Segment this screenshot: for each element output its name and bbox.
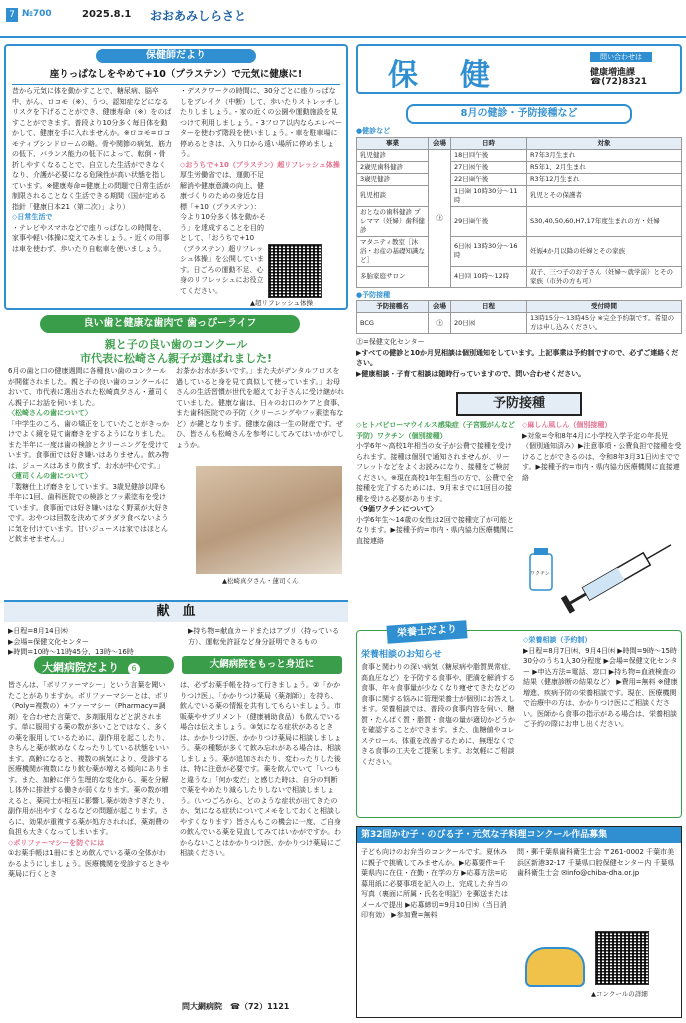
column-left: [12, 86, 172, 308]
nutrition-side-text: ▶日程=8月7日㈭、9月4日㈭ ▶時間=9時～15時30分のうち1人30分程度 ▶会場=保健文化センター ▶申込方法=電話、窓口 ▶持ち物=血液検査の結果（健康診断の結果など） ▶費用=無料 ※健康増進、疾病予防の栄養相談です。現在、医療機関で治療中の方は、かかりつけ医にご相談ください。医師から食事の指示がある場合は、栄養相談ご予約の際にお申し出ください。: [523, 646, 678, 728]
hpv-text2: 小学6年生～14歳の女性は2回で接種完了が可能となります。▶接種予約=市内・県内協力医療機関に直接連絡: [356, 515, 514, 545]
cell: 3歳児健診: [357, 173, 429, 185]
measles-block: [522, 420, 682, 530]
hospital-section: [4, 656, 348, 1016]
teeth-q1: 〈松崎さんの歯について〉: [8, 409, 92, 417]
issue-date: 2025.8.1: [82, 9, 132, 20]
blood-drive: [4, 600, 348, 656]
column-banner: 保健師だより: [96, 49, 256, 63]
vaccination-table: [356, 300, 682, 334]
col-vac-date: 日程: [451, 301, 527, 313]
schedule-section: [356, 104, 682, 378]
blood-title: 献 血: [4, 602, 348, 622]
hpv-subheading: 〈9価ワクチンについて〉: [356, 505, 438, 513]
schedule-banner: 8月の健診・予防接種など: [406, 104, 632, 124]
hospital-title: 大網病院だより: [42, 661, 119, 674]
teeth-banner: 良い歯と健康な歯肉で 歯っぴーライフ: [40, 315, 300, 333]
cell: 乳児健診: [357, 149, 429, 161]
contact-dept: 健康増進課: [590, 68, 636, 78]
cell: 6日㈬ 13時30分～16時: [451, 236, 527, 266]
note-venue: ㊤=保健文化センター: [356, 338, 425, 346]
blood-time: ▶時間=10時～11時45分、13時～16時: [8, 648, 134, 656]
contest-title: 第32回かむ子・のびる子・元気な子料理コンクール作品募集: [357, 827, 681, 843]
cell: BCG: [357, 313, 429, 334]
hospital-contact: 問大網病院 ☎（72）1121: [182, 1002, 290, 1011]
cell: 多胎家庭サロン: [357, 266, 429, 287]
table-row: [357, 236, 682, 266]
teeth-intro: 6月の歯と口の健康週間に各種良い歯のコンクールが開催されました。親と子の良い歯のコンクールにおいて、市代表に選出された松崎真夕さん・蓮司くん親子にお話を伺いました。: [8, 367, 169, 407]
col-vac-venue: 会場: [429, 301, 451, 313]
column-title: 座りっぱなしをやめて+10（プラステン）で元気に健康に!: [12, 66, 340, 85]
table-row: [357, 206, 682, 236]
cell: 乳児相談: [357, 185, 429, 206]
cell: R7年3月生まれ: [527, 149, 682, 161]
hoken-title: 保 健: [388, 58, 496, 93]
cell: マタニティ教室［沐浴・お産の基礎知識など］: [357, 236, 429, 266]
video-heading: ◇おうちで+10（プラステン）超リフレッシュ体操: [180, 160, 340, 169]
cell: S30,40,50,60,H7,17年度生まれの方・妊婦: [527, 206, 682, 236]
cell: おとなの歯科健診 プレママ（妊婦）歯科健診: [357, 206, 429, 236]
table-row: [357, 266, 682, 287]
table-row: [357, 185, 682, 206]
hoken-header: [356, 44, 682, 94]
measles-text: ▶対象=令和8年4月に小学校入学予定の年長児（個別通知済み）▶注意事項・公費負担で接種を受けることができるのは、令和8年3月31日㈫までです。▶接種予約=市内・県内協力医療機関に直接連絡: [522, 431, 682, 482]
cell: 双子、三つ子のお子さん（妊婦～就学前）とその家族（市外の方も可）: [527, 266, 682, 287]
hospital-badge: 6: [128, 663, 140, 675]
schedule-notes: [356, 337, 682, 379]
cell: 2歳児歯科健診: [357, 161, 429, 173]
blood-items: ▶持ち物=献血カードまたはアプリ（持っている方）、運転免許証など身分証明できるもの: [188, 627, 339, 646]
contest-contact: 問・郵千葉県歯科衛生士会 〒261-0002 千葉市美浜区新港32-17 千葉県口腔保健センター内 千葉県歯科衛生士会 ✉info@chiba-dha.or.jp: [517, 848, 675, 877]
hospital-title-bar: [34, 656, 174, 674]
hpv-text: 小学6年～高校1年相当の女子が公費で接種を受けられます。接種は個別で通知されませんが、リーフレットなどをよくお読みになり、接種をご検討ください。※現在高校1年生相当の方で、公費で全接種を完了するためには、9月末までに1回目の接種を受ける必要があります。: [356, 442, 514, 503]
nutrition-banner: 栄養士だより: [386, 620, 467, 644]
issue-number: №700: [22, 9, 52, 19]
column-right-text: ・デスクワークの時間に、30分ごとに座りっぱなしをブレイク（中断）して、歩いたりストレッチしたりしましょう。・家の近くの公園や運動施設を見つけて利用しましょう。・3フロア以内ならエレベーターを使わず階段を使いましょう。・車を駐車場に停めるときは、入り口から遠い場所に停めましょう。: [180, 87, 342, 158]
cell: 13時15分～13時45分 ※完全予約制です。希望の方は申し込みください。: [527, 313, 682, 334]
table-row: [357, 161, 682, 173]
col-vac-time: 受付時間: [527, 301, 682, 313]
note-consult: ▶健康相談・子育て相談は随時行っていますので、問い合わせください。: [356, 369, 586, 378]
note-reservation: ▶すべての健診と10か月児相談は個別通知をしています。上記事業は予約制ですので、必ずご連絡ください。: [356, 348, 679, 367]
hospital-left: [8, 680, 172, 1014]
cell: 4日㈪ 10時～12時: [451, 266, 527, 287]
blood-info: [8, 626, 178, 658]
vial-label: ワクチン: [530, 571, 550, 577]
video-text: 厚生労働省では、運動不足解消や健康意識の向上、健康づくりのための身近な目標「+10（プラステン）：今より10分多く体を動かそう」を達成することを目的として、「おうちで+10（プラステン）超リフレッシュ体操」を公開しています。日ごろの運動不足、心身のリフレッシュにお役立てください。: [180, 171, 266, 295]
teeth-subtitle: 市代表に松崎さん親子が選ばれました!: [79, 352, 272, 365]
nutrition-text: 食事と関わりの深い病気（糖尿病や脂質異常症、高血圧など）を予防する食事や、肥満を解消する食事、年々食事量が少なくなり痩せてきたなどの食事に関する悩みに管理栄養士が個別にお答えします。栄養相談では、普段の食事内容を伺い、糖質・たんぱく質・脂質・食塩の量が適切かどうかを確認することができます。また、血糖値やコレステロール、体重を改善するために、無理なくできる食事の工夫をご提案します。お気軽にご相談ください。: [361, 663, 515, 766]
table-row: [357, 313, 682, 334]
masthead: おおあみしらさと: [150, 9, 247, 23]
cell: 20日㈬: [451, 313, 527, 334]
tips-heading: ◇日常生活で: [12, 213, 53, 221]
cell: 1日㈮ 10時30分～11時: [451, 185, 527, 206]
col-datetime: 日時: [451, 137, 527, 149]
contact-label: 問い合わせは: [590, 52, 652, 62]
contest-qr-caption: ▲コンクールの詳細: [591, 990, 648, 998]
cell: 27日㈬午後: [451, 161, 527, 173]
measles-heading: ◇麻しん風しん（個別接種）: [522, 421, 612, 429]
nutrition-heading: 栄養相談のお知らせ: [361, 650, 442, 660]
teeth-left: [8, 366, 170, 588]
nutrition-main: [361, 649, 515, 817]
teeth-right-text: お茶かお水が多いです。」また夫がデンタルフロスを過していると身を見て真似して使っています。」お母さんの生活習慣が世代を超えてお子さんに受け継がれていました。健康な歯は、日々のお口のケアと食事、また歯科医院での予防（クリーニングやフッ素塗布など）が鍵となります。健康な歯は一生の財産です。ぜひ、皆さんも松崎さんを参考にしてみてはいかがでしょうか。: [176, 367, 344, 449]
checkup-heading: ●健診など: [356, 127, 391, 135]
contest-text: 子ども向けのお弁当のコンクールです。夏休みに親子で挑戦してみませんか。▶応募要件=千葉県内に在住・在勤・在学の方 ▶応募方法=応募用紙に必要事項を記入の上、完成した弁当の写真（裏面に所属・氏名を明記）を郵送またはメールで提出 ▶応募締切=9月10日㈬（当日消印有効） ▶参加費=無料: [361, 848, 508, 919]
table-row: [357, 173, 682, 185]
contest-section: [356, 826, 682, 1018]
hospital-left-text: 皆さんは、「ポリファーマシー」という言葉を聞いたことがありますか。ポリファーマシーとは、ポリ（Poly=複数の）+ファーマシー（Pharmacy=調剤）を合わせた言葉で、多剤服用などと訳されます。単に服用する薬の数が多いことではなく、多くの薬を服用しているために、副作用を起こしたり、きちんと薬が飲めなくなったりしている状態をいいます。高齢になると、複数の病気により、受診する医療機関が複数になり飲む薬が増える傾向にあります。また、加齢に伴う生理的な変化から、薬を分解し体外に排泄する働きが弱くなります。薬の数が増えると、薬同士が相互に影響し薬が効きすぎたり、副作用が出やすくなるなどの問題が起こります。さらに、効果が重複する薬が処方されれば、薬剤費の負担も大きくなってしまいます。: [8, 681, 169, 836]
cell: 18日㈪午後: [451, 149, 527, 161]
contact-tel: ☎(72)8321: [590, 77, 648, 87]
bento-icon: [525, 947, 585, 987]
teeth-a2: 「製糖仕上げ磨きをしています。3歳児健診以降も半年に1回、歯科医院での検診とフッ素塗布を受けています。食事面では好き嫌いはなく野菜が大好きです。おやつは回数を決めてダラダラ食べないように気を付けています。甘いジュースは家ではほとんど飲ませません。」: [8, 482, 169, 543]
vaccine-title: 予防接種: [456, 392, 582, 416]
teeth-q2: 〈蓮司くんの歯について〉: [8, 472, 92, 480]
checkup-table: [356, 137, 682, 288]
column-left-text: 昔から元気に体を動かすことで、糖尿病、脳卒中、がん、ロコモ（※）、うつ、認知症などになるリスクを下げることができ、健康寿命（※）をのばすことができます。普段より10分多く毎日体を動かして、健康を手に入れませんか。※ロコモ=ロコモティブシンドロームの略。骨や関節の病気、筋力の低下、バランス能力の低下によって、転倒・骨折しやすくなることで、自立した生活ができなくなり、介護が必要になる危険性が高い状態を指しています。※健康寿命=健康上の問題で日常生活が制限されることなく生活できる期間（国が定める指針「健康日本21（第二次）」より）: [12, 87, 172, 211]
tips-text: ・テレビやスマホなどで座りっぱなしの時間を、家事や軽い体操に変えてみましょう。・近くの用事は車を使わず、歩いたり自転車を使いましょう。: [12, 223, 170, 253]
nutrition-side-heading: ◇栄養相談（予約制）: [523, 636, 592, 644]
refresh-qr-code[interactable]: [268, 244, 322, 298]
col-venue: 会場: [429, 137, 451, 149]
col-target: 対象: [527, 137, 682, 149]
cell: R5年1、2月生まれ: [527, 161, 682, 173]
blood-venue: ▶会場=保健文化センター: [8, 637, 89, 646]
hpv-heading: ◇ヒトパピローマウイルス感染症（子宮頸がんなど予防）ワクチン（個別接種）: [356, 421, 515, 440]
vaccine-section: [356, 392, 682, 618]
blood-date: ▶日程=8月14日㈭: [8, 627, 68, 635]
contest-qr-code[interactable]: [595, 931, 649, 985]
cell: 29日㈮午後: [451, 206, 527, 236]
nutrition-section: [356, 623, 682, 818]
venue-cell: ㊤: [429, 149, 451, 287]
photo-caption: ▲松崎真夕さん・蓮司くん: [222, 577, 299, 585]
col-event: 事業: [357, 137, 429, 149]
mother-son-photo: [196, 466, 342, 574]
hospital-right-text: は、必ずお薬手帳を持って行きましょう。②「かかりつけ医」、「かかりつけ薬局（薬剤師）」を持ち、飲んでいる薬の情報を共有してもらいましょう。市販薬やサプリメント（健康補助食品）も飲んでいる場合は伝えましょう。③気になる症状があるときは、かかりつけ医、かかりつけ薬局に相談しましょう。薬の種類が多くて飲み忘れがある場合は、相談しましょう。薬が追加されたり、変わったりした後は、特に注意が必要です。薬を飲んでいて「いつもと違うな」「何か変だ」と感じた時は、自分の判断で薬をやめたり減らしたりしないで相談しましょう。（いつごろから、どのような症状が出てきたのか、気になる症状についてメモをしておくと相談しやすくなります）皆さんもこの機会に一度、ご自身の飲んでいる薬を見直してみてはいかがですか。わからないことはかかりつけ医、かかりつけ薬局にご相談ください。: [180, 681, 341, 857]
hospital-left-text2: ①お薬手帳は1冊にまとめ飲んでいる薬の全体がわかるようにしましょう。医療機関を受診するときや薬局に行くとき: [8, 849, 169, 878]
cell: R3年12月生まれ: [527, 173, 682, 185]
nutrition-side: [523, 635, 679, 815]
teeth-a1: 「中学生のころ、歯の矯正をしていたことがきっかけでよく鏡を見て歯磨きをするようになりました。また半年に一度は歯の検診とクリーニングを受けています。食事面では好き嫌いはありません。飲み物は、ジュースはあまり飲まず、お水が中心です。」: [8, 419, 169, 470]
cell: 乳児とその保護者: [527, 185, 682, 206]
table-row: [357, 149, 682, 161]
hospital-left-heading: ◇ポリファーマシーを防ぐには: [8, 838, 105, 847]
health-column: [4, 44, 348, 310]
hospital-subtitle: 大網病院をもっと身近に: [182, 656, 342, 674]
hpv-block: [356, 420, 516, 616]
vaccination-heading: ●予防接種: [356, 290, 391, 299]
qr-caption: ▲超リフレッシュ体操: [250, 299, 314, 307]
cell: 22日㈮午後: [451, 173, 527, 185]
page-header: [0, 0, 686, 38]
teeth-title: 親と子の良い歯のコンクール: [104, 338, 248, 351]
cell: 妊娠4か月以降の妊婦とその家族: [527, 236, 682, 266]
page-number: 7: [6, 8, 18, 22]
col-vaccine: 予防接種名: [357, 301, 429, 313]
cell: ㊤: [429, 313, 451, 334]
